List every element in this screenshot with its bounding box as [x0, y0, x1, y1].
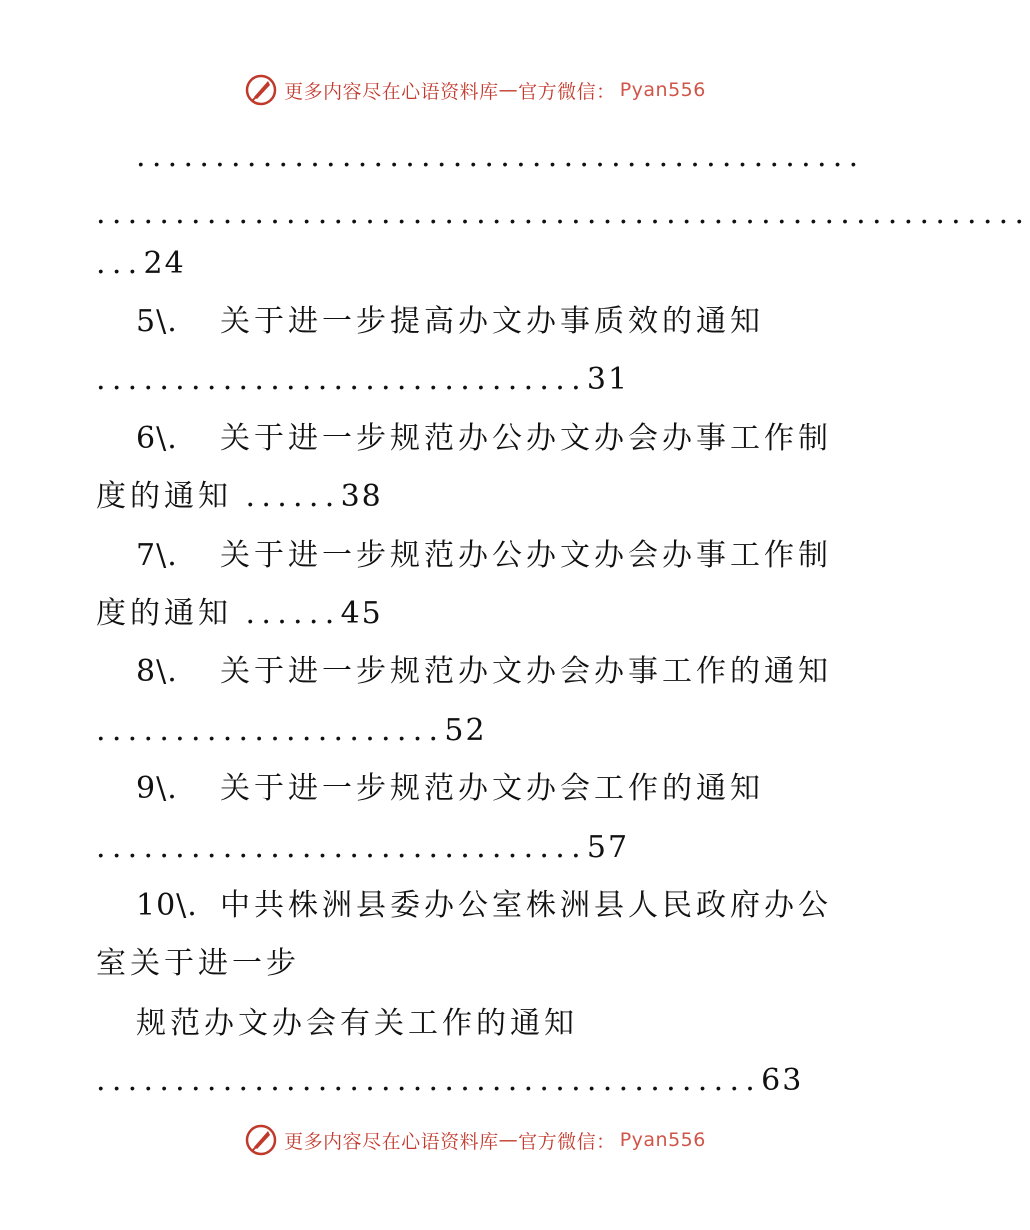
toc-page-number: 52	[444, 713, 487, 748]
watermark-dash: —	[498, 1129, 519, 1151]
toc-entry-10-cont	[96, 944, 856, 984]
toc-entry-6-cont	[96, 477, 856, 517]
toc-entry-5[interactable]	[136, 302, 896, 342]
toc-item-title: 中共株洲县委办公室株洲县人民政府办公	[220, 888, 832, 923]
toc-item-title-cont: 度的通知	[96, 596, 232, 631]
toc-item-number: 7\.	[136, 538, 178, 573]
toc-entry-7-cont	[96, 594, 856, 634]
toc-entry-9-leader	[96, 828, 856, 868]
feather-pen-logo-icon	[244, 1123, 278, 1157]
toc-entry-10-leader	[96, 1061, 856, 1101]
toc-item-title: 关于进一步规范办公办文办会办事工作制	[220, 538, 832, 573]
toc-page-number: 24	[143, 246, 186, 281]
toc-item-title: 关于进一步规范办文办会办事工作的通知	[220, 654, 832, 689]
toc-page-number: 45	[340, 596, 383, 631]
toc-entry-5-leader	[96, 360, 856, 400]
watermark-account: Pyan556	[619, 1129, 706, 1151]
watermark-banner-top	[0, 70, 950, 110]
toc-page-number: 63	[761, 1063, 804, 1098]
toc-entry-10-cont2	[136, 1004, 896, 1044]
toc-leader-dots: ...............................	[96, 830, 587, 865]
toc-entry-end	[96, 244, 856, 284]
toc-leader-dots: ..............................................	[136, 139, 865, 174]
toc-entry-6[interactable]	[136, 419, 896, 459]
watermark-banner-bottom	[0, 1120, 950, 1160]
toc-item-number: 10\.	[136, 888, 198, 923]
toc-page-number: 38	[340, 479, 383, 514]
watermark-wechat-label: 官方微信：	[518, 80, 616, 103]
toc-entry-9[interactable]	[136, 769, 896, 809]
toc-leader-dots: ...............................	[96, 362, 587, 397]
toc-item-title: 关于进一步规范办公办文办会办事工作制	[220, 421, 832, 456]
toc-item-number: 6\.	[136, 421, 178, 456]
toc-leader-dots: ...	[96, 246, 144, 281]
toc-item-number: 8\.	[136, 654, 178, 689]
toc-leader-dots: ......................	[96, 713, 445, 748]
toc-leader-dots: ......	[245, 479, 341, 514]
toc-item-title: 关于进一步提高办文办事质效的通知	[220, 304, 764, 339]
watermark-brand: 更多内容尽在心语资料库	[284, 80, 499, 103]
toc-entry-7[interactable]	[136, 536, 896, 576]
toc-item-title-cont: 室关于进一步	[96, 946, 300, 981]
toc-page-number: 57	[586, 830, 630, 865]
toc-leader-dots: ..........................................	[96, 1063, 762, 1098]
toc-entry-10[interactable]	[136, 886, 896, 926]
toc-leader-dots: ...........................................................	[96, 196, 1030, 231]
feather-pen-logo-icon	[244, 73, 278, 107]
toc-entry-8-leader	[96, 711, 856, 751]
toc-item-number: 5\.	[136, 304, 178, 339]
toc-item-title-cont: 度的通知	[96, 479, 232, 514]
toc-item-title-cont: 规范办文办会有关工作的通知	[136, 1006, 578, 1041]
toc-leader-dots: ......	[245, 596, 341, 631]
watermark-brand: 更多内容尽在心语资料库	[284, 1130, 499, 1153]
watermark-account: Pyan556	[619, 79, 706, 101]
toc-item-number: 9\.	[136, 771, 178, 806]
watermark-dash: —	[498, 79, 519, 101]
toc-page-number: 31	[586, 362, 630, 397]
watermark-wechat-label: 官方微信：	[518, 1130, 616, 1153]
toc-entry-8[interactable]	[136, 652, 896, 692]
toc-item-title: 关于进一步规范办文办会工作的通知	[220, 771, 764, 806]
